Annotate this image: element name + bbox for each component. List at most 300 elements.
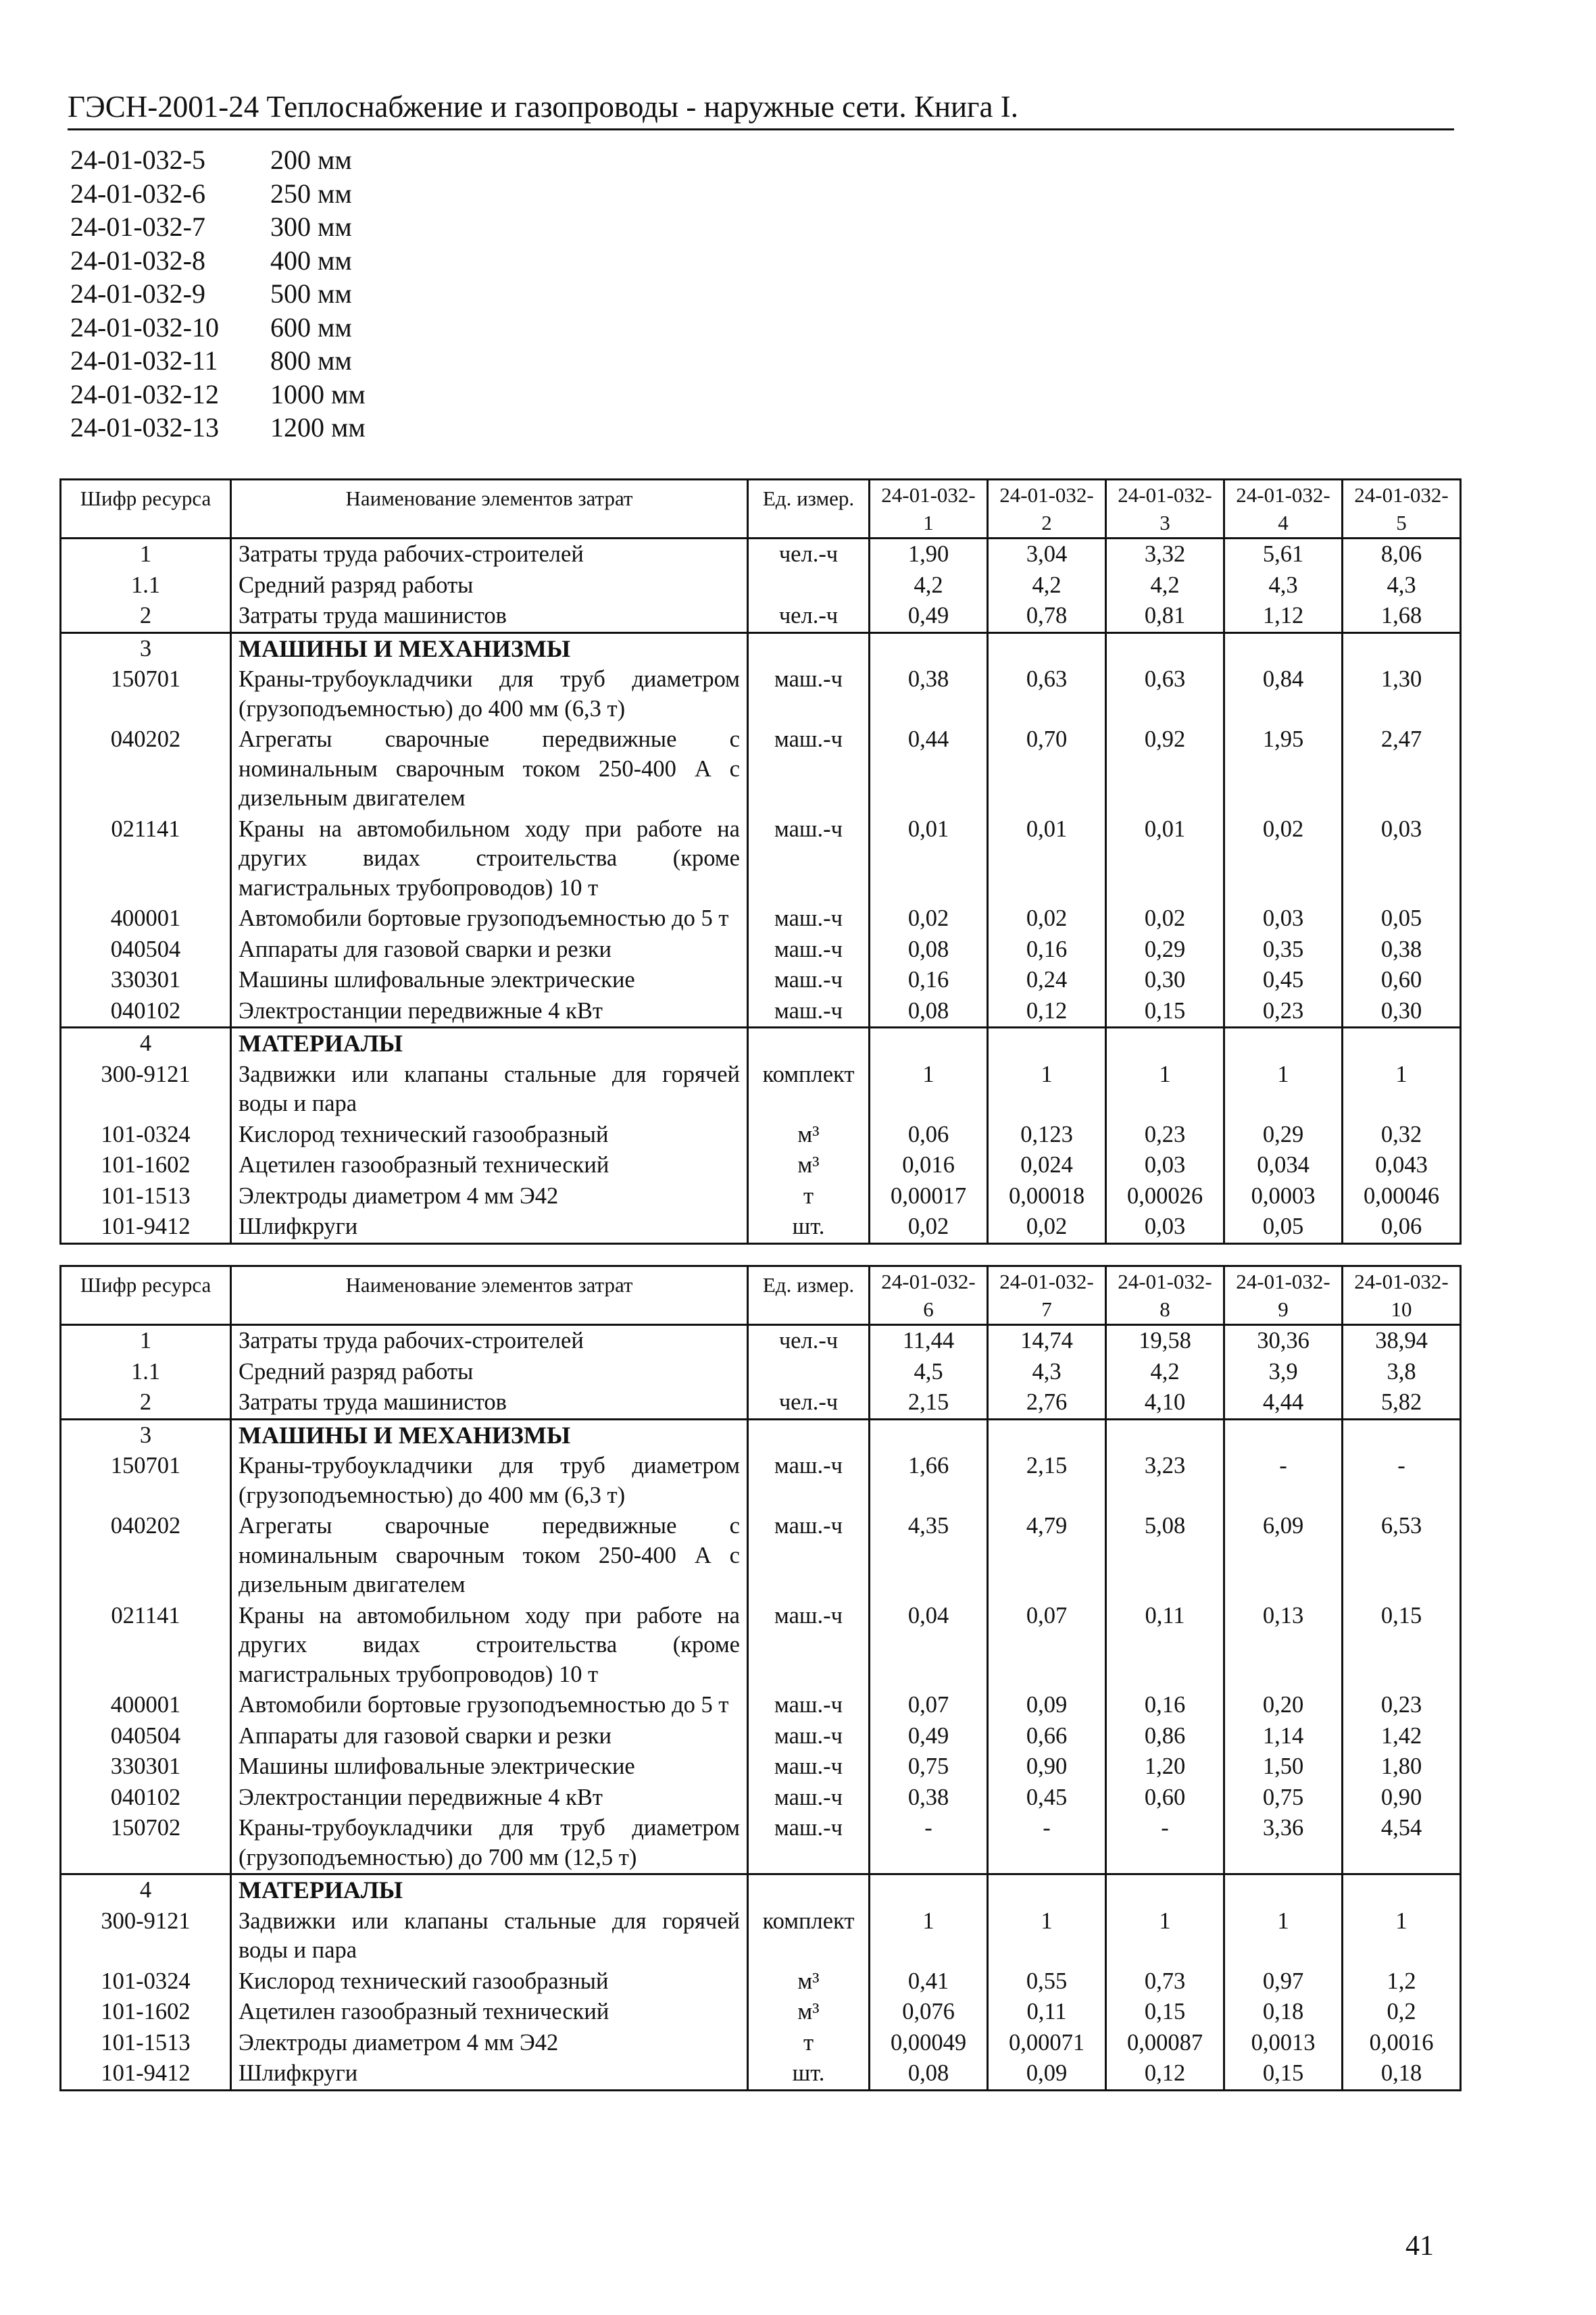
value-cell [1106, 1028, 1224, 1060]
value-cell: 1 [1343, 1060, 1461, 1120]
cost-element-name: Агрегаты сварочные передвижные с номинальным сварочным током 250-400 А с дизельным двигателем [231, 724, 748, 814]
value-cell: 0,01 [1106, 814, 1224, 904]
cost-element-name: Ацетилен газообразный технический [231, 1997, 748, 2028]
cost-element-name: Краны-трубоукладчики для труб диаметром (грузоподъемностью) до 400 мм (6,3 т) [231, 1451, 748, 1511]
unit-cell: шт. [748, 1212, 870, 1243]
value-cell: 0,08 [870, 2058, 988, 2090]
value-cell: 0,92 [1106, 724, 1224, 814]
value-cell: 0,076 [870, 1997, 988, 2028]
pipe-diameter: 400 мм [270, 245, 352, 276]
table-row [61, 1150, 1461, 1181]
value-cell: 0,02 [1106, 903, 1224, 935]
value-cell: 0,97 [1224, 1966, 1343, 1997]
value-cell [1224, 1419, 1343, 1451]
value-cell: 1,68 [1343, 601, 1461, 632]
section-row [61, 632, 1461, 664]
resource-code: 150701 [61, 1451, 231, 1511]
resource-code: 101-9412 [61, 1212, 231, 1243]
value-cell: 1,12 [1224, 601, 1343, 632]
unit-cell: чел.-ч [748, 1325, 870, 1357]
cost-element-name: Краны на автомобильном ходу при работе на других видах строительства (кроме магистральных трубопроводов) 10 т [231, 814, 748, 904]
value-cell [870, 1028, 988, 1060]
value-cell: 0,18 [1224, 1997, 1343, 2028]
value-cell: 0,16 [1106, 1690, 1224, 1721]
value-cell: 0,13 [1224, 1601, 1343, 1691]
resource-code: 1 [61, 539, 231, 570]
value-cell: 0,02 [988, 1212, 1106, 1243]
code-list-item [70, 210, 366, 244]
value-cell: 0,043 [1343, 1150, 1461, 1181]
value-cell: 0,08 [870, 935, 988, 966]
value-cell: 6,09 [1224, 1511, 1343, 1601]
cost-element-name: Краны-трубоукладчики для труб диаметром (грузоподъемностью) до 700 мм (12,5 т) [231, 1813, 748, 1874]
header-norm-code: 24-01-032-2 [988, 480, 1106, 539]
page-header: ГЭСН-2001-24 Теплоснабжение и газопроводы - наружные сети. Книга I. [68, 86, 1454, 130]
value-cell: 30,36 [1224, 1325, 1343, 1357]
value-cell: 0,60 [1343, 965, 1461, 996]
value-cell: 2,15 [870, 1387, 988, 1419]
resource-code: 2 [61, 1387, 231, 1419]
value-cell: 0,38 [870, 664, 988, 724]
cost-element-name: Средний разряд работы [231, 570, 748, 601]
value-cell: 0,41 [870, 1966, 988, 1997]
value-cell: 3,8 [1343, 1357, 1461, 1388]
resource-code: 101-0324 [61, 1966, 231, 1997]
value-cell: 4,2 [870, 570, 988, 601]
resource-code: 040504 [61, 1721, 231, 1752]
value-cell [988, 632, 1106, 664]
resource-code: 4 [61, 1874, 231, 1906]
value-cell: 0,75 [870, 1751, 988, 1783]
header-norm-code: 24-01-032-3 [1106, 480, 1224, 539]
unit-cell: м³ [748, 1997, 870, 2028]
header-norm-code: 24-01-032-5 [1343, 480, 1461, 539]
cost-element-name: Электростанции передвижные 4 кВт [231, 996, 748, 1028]
pipe-diameter: 250 мм [270, 178, 352, 209]
resource-code: 300-9121 [61, 1060, 231, 1120]
value-cell: 3,9 [1224, 1357, 1343, 1388]
value-cell [1106, 1874, 1224, 1906]
unit-cell: м³ [748, 1966, 870, 1997]
value-cell: 0,38 [870, 1783, 988, 1814]
pipe-diameter: 300 мм [270, 211, 352, 242]
value-cell [1106, 632, 1224, 664]
value-cell: 0,16 [870, 965, 988, 996]
table-row [61, 570, 1461, 601]
value-cell: 1,50 [1224, 1751, 1343, 1783]
value-cell: 0,05 [1224, 1212, 1343, 1243]
cost-element-name: Затраты труда рабочих-строителей [231, 539, 748, 570]
table-row [61, 1721, 1461, 1752]
unit-cell [748, 570, 870, 601]
value-cell: 0,29 [1224, 1120, 1343, 1151]
cost-element-name: Кислород технический газообразный [231, 1120, 748, 1151]
resource-code: 150702 [61, 1813, 231, 1874]
value-cell: - [1343, 1451, 1461, 1511]
table-row [61, 1783, 1461, 1814]
value-cell: 1,42 [1343, 1721, 1461, 1752]
value-cell: 0,024 [988, 1150, 1106, 1181]
value-cell: 0,06 [870, 1120, 988, 1151]
cost-element-name: Затраты труда машинистов [231, 1387, 748, 1419]
norm-code: 24-01-032-11 [70, 345, 218, 376]
value-cell: 0,00026 [1106, 1181, 1224, 1212]
value-cell: 0,00018 [988, 1181, 1106, 1212]
value-cell: 0,16 [988, 935, 1106, 966]
value-cell: 0,06 [1343, 1212, 1461, 1243]
value-cell: 5,61 [1224, 539, 1343, 570]
cost-element-name: Затраты труда машинистов [231, 601, 748, 632]
value-cell: 1 [988, 1060, 1106, 1120]
value-cell: 0,60 [1106, 1783, 1224, 1814]
value-cell: 0,15 [1106, 1997, 1224, 2028]
value-cell: 0,73 [1106, 1966, 1224, 1997]
value-cell: 0,03 [1224, 903, 1343, 935]
cost-element-name: Электростанции передвижные 4 кВт [231, 1783, 748, 1814]
table-row [61, 1060, 1461, 1120]
table-row [61, 1212, 1461, 1243]
unit-cell: комплект [748, 1906, 870, 1966]
value-cell: 4,5 [870, 1357, 988, 1388]
value-cell: 3,23 [1106, 1451, 1224, 1511]
value-cell: 0,15 [1343, 1601, 1461, 1691]
resource-code: 4 [61, 1028, 231, 1060]
section-title: МАТЕРИАЛЫ [231, 1874, 748, 1906]
value-cell: 0,45 [1224, 965, 1343, 996]
value-cell: 0,23 [1343, 1690, 1461, 1721]
resource-code: 300-9121 [61, 1906, 231, 1966]
value-cell: 1,95 [1224, 724, 1343, 814]
value-cell: 0,05 [1343, 903, 1461, 935]
table-row [61, 1813, 1461, 1874]
value-cell: 0,03 [1106, 1212, 1224, 1243]
value-cell: 0,30 [1343, 996, 1461, 1028]
value-cell: 4,54 [1343, 1813, 1461, 1874]
value-cell: 4,2 [1106, 570, 1224, 601]
value-cell: 1,66 [870, 1451, 988, 1511]
resource-code: 021141 [61, 814, 231, 904]
value-cell: 0,84 [1224, 664, 1343, 724]
unit-cell: т [748, 2028, 870, 2059]
value-cell: 0,15 [1224, 2058, 1343, 2090]
resource-code: 101-1513 [61, 2028, 231, 2059]
value-cell: 1 [988, 1906, 1106, 1966]
value-cell: 4,35 [870, 1511, 988, 1601]
value-cell: 1,80 [1343, 1751, 1461, 1783]
unit-cell: м³ [748, 1150, 870, 1181]
table-header-row [61, 480, 1461, 539]
table-row [61, 1906, 1461, 1966]
value-cell: 4,2 [1106, 1357, 1224, 1388]
unit-cell: маш.-ч [748, 935, 870, 966]
header-norm-code: 24-01-032-4 [1224, 480, 1343, 539]
value-cell: 4,3 [1343, 570, 1461, 601]
value-cell: - [988, 1813, 1106, 1874]
value-cell: 0,75 [1224, 1783, 1343, 1814]
resource-code: 040202 [61, 724, 231, 814]
resource-code: 1.1 [61, 570, 231, 601]
value-cell: 1 [870, 1060, 988, 1120]
cost-element-name: Машины шлифовальные электрические [231, 1751, 748, 1783]
value-cell: 0,0013 [1224, 2028, 1343, 2059]
resource-code: 101-0324 [61, 1120, 231, 1151]
resource-code: 040504 [61, 935, 231, 966]
unit-cell: маш.-ч [748, 1690, 870, 1721]
value-cell [988, 1419, 1106, 1451]
cost-element-name: Агрегаты сварочные передвижные с номинальным сварочным током 250-400 А с дизельным двигателем [231, 1511, 748, 1601]
cost-element-name: Электроды диаметром 4 мм Э42 [231, 2028, 748, 2059]
resource-code: 1.1 [61, 1357, 231, 1388]
value-cell [870, 1419, 988, 1451]
resource-code: 2 [61, 601, 231, 632]
value-cell: 0,49 [870, 601, 988, 632]
table-row [61, 2058, 1461, 2090]
value-cell: 2,76 [988, 1387, 1106, 1419]
unit-cell: маш.-ч [748, 1813, 870, 1874]
value-cell: 0,02 [870, 1212, 988, 1243]
code-list-item [70, 311, 366, 345]
pipe-diameter: 1200 мм [270, 412, 366, 443]
value-cell: 1 [1106, 1906, 1224, 1966]
table-row [61, 965, 1461, 996]
value-cell: 4,3 [988, 1357, 1106, 1388]
cost-element-name: Кислород технический газообразный [231, 1966, 748, 1997]
table-row [61, 664, 1461, 724]
unit-cell: маш.-ч [748, 996, 870, 1028]
section-row [61, 1874, 1461, 1906]
cost-element-name: Затраты труда рабочих-строителей [231, 1325, 748, 1357]
value-cell: 0,02 [1224, 814, 1343, 904]
value-cell: 0,23 [1106, 1120, 1224, 1151]
value-cell: 0,00049 [870, 2028, 988, 2059]
value-cell: 0,0016 [1343, 2028, 1461, 2059]
pipe-diameter: 600 мм [270, 312, 352, 343]
pipe-diameter: 1000 мм [270, 378, 366, 409]
cost-element-name: Аппараты для газовой сварки и резки [231, 1721, 748, 1752]
norm-code: 24-01-032-9 [70, 278, 205, 309]
table-row [61, 1120, 1461, 1151]
value-cell: 11,44 [870, 1325, 988, 1357]
value-cell: 0,01 [988, 814, 1106, 904]
resource-code: 330301 [61, 965, 231, 996]
value-cell: 0,63 [1106, 664, 1224, 724]
table-row [61, 903, 1461, 935]
value-cell: 0,18 [1343, 2058, 1461, 2090]
cost-element-name: Шлифкруги [231, 1212, 748, 1243]
value-cell: 1,2 [1343, 1966, 1461, 1997]
resource-code: 400001 [61, 1690, 231, 1721]
unit-cell [748, 1874, 870, 1906]
unit-cell: маш.-ч [748, 1783, 870, 1814]
section-title: МАШИНЫ И МЕХАНИЗМЫ [231, 632, 748, 664]
value-cell: 0,90 [988, 1751, 1106, 1783]
value-cell: 0,23 [1224, 996, 1343, 1028]
table-row [61, 1325, 1461, 1357]
value-cell: 1,14 [1224, 1721, 1343, 1752]
unit-cell [748, 1419, 870, 1451]
norm-code: 24-01-032-7 [70, 211, 205, 242]
value-cell: 0,034 [1224, 1150, 1343, 1181]
unit-cell: маш.-ч [748, 1601, 870, 1691]
value-cell: 5,82 [1343, 1387, 1461, 1419]
code-list-item [70, 378, 366, 412]
value-cell: 0,63 [988, 664, 1106, 724]
cost-element-name: Автомобили бортовые грузоподъемностью до 5 т [231, 1690, 748, 1721]
unit-cell: маш.-ч [748, 1451, 870, 1511]
code-list-item [70, 411, 366, 445]
value-cell: 0,78 [988, 601, 1106, 632]
cost-element-name: Краны-трубоукладчики для труб диаметром (грузоподъемностью) до 400 мм (6,3 т) [231, 664, 748, 724]
norm-code: 24-01-032-5 [70, 145, 205, 175]
value-cell [1343, 632, 1461, 664]
value-cell: 0,00017 [870, 1181, 988, 1212]
value-cell: 19,58 [1106, 1325, 1224, 1357]
value-cell: 0,00087 [1106, 2028, 1224, 2059]
value-cell: 0,38 [1343, 935, 1461, 966]
value-cell: 0,29 [1106, 935, 1224, 966]
table-row [61, 2028, 1461, 2059]
value-cell [1106, 1419, 1224, 1451]
value-cell: 1 [1106, 1060, 1224, 1120]
unit-cell: маш.-ч [748, 1511, 870, 1601]
header-norm-code: 24-01-032-10 [1343, 1266, 1461, 1325]
value-cell [1224, 632, 1343, 664]
section-title: МАШИНЫ И МЕХАНИЗМЫ [231, 1419, 748, 1451]
value-cell: 0,81 [1106, 601, 1224, 632]
cost-element-name: Аппараты для газовой сварки и резки [231, 935, 748, 966]
value-cell: 0,45 [988, 1783, 1106, 1814]
resource-table-2 [59, 1265, 1462, 2091]
norm-code: 24-01-032-13 [70, 412, 219, 443]
unit-cell [748, 632, 870, 664]
table-row [61, 539, 1461, 570]
value-cell: 0,08 [870, 996, 988, 1028]
resource-code: 021141 [61, 1601, 231, 1691]
unit-cell: маш.-ч [748, 1721, 870, 1752]
value-cell: 0,49 [870, 1721, 988, 1752]
table-row [61, 1451, 1461, 1511]
norm-code: 24-01-032-8 [70, 245, 205, 276]
table-row [61, 935, 1461, 966]
header-resource-code: Шифр ресурса [61, 480, 231, 539]
unit-cell [748, 1357, 870, 1388]
page-number: 41 [1405, 2231, 1434, 2262]
header-cost-element: Наименование элементов затрат [231, 1266, 748, 1325]
value-cell: 1,90 [870, 539, 988, 570]
unit-cell: м³ [748, 1120, 870, 1151]
value-cell: 0,86 [1106, 1721, 1224, 1752]
table-row [61, 996, 1461, 1028]
value-cell: 0,66 [988, 1721, 1106, 1752]
section-title: МАТЕРИАЛЫ [231, 1028, 748, 1060]
resource-code: 040102 [61, 1783, 231, 1814]
value-cell: 0,35 [1224, 935, 1343, 966]
value-cell: 0,32 [1343, 1120, 1461, 1151]
value-cell [1343, 1874, 1461, 1906]
unit-cell: шт. [748, 2058, 870, 2090]
resource-code: 330301 [61, 1751, 231, 1783]
value-cell: 3,32 [1106, 539, 1224, 570]
value-cell [1343, 1028, 1461, 1060]
cost-element-name: Автомобили бортовые грузоподъемностью до 5 т [231, 903, 748, 935]
value-cell: 0,55 [988, 1966, 1106, 1997]
table-row [61, 1601, 1461, 1691]
header-norm-code: 24-01-032-6 [870, 1266, 988, 1325]
value-cell: 0,02 [870, 903, 988, 935]
table-row [61, 601, 1461, 632]
value-cell: 0,09 [988, 2058, 1106, 2090]
value-cell: 5,08 [1106, 1511, 1224, 1601]
cost-element-name: Ацетилен газообразный технический [231, 1150, 748, 1181]
value-cell: 0,00071 [988, 2028, 1106, 2059]
table-row [61, 1690, 1461, 1721]
table-row [61, 1751, 1461, 1783]
value-cell [988, 1874, 1106, 1906]
value-cell: 0,03 [1106, 1150, 1224, 1181]
value-cell: - [1224, 1451, 1343, 1511]
code-list-item [70, 244, 366, 278]
value-cell [1224, 1028, 1343, 1060]
value-cell: 1 [870, 1906, 988, 1966]
value-cell: 0,03 [1343, 814, 1461, 904]
unit-cell: маш.-ч [748, 965, 870, 996]
header-cost-element: Наименование элементов затрат [231, 480, 748, 539]
norm-code: 24-01-032-6 [70, 178, 205, 209]
value-cell: 2,15 [988, 1451, 1106, 1511]
cost-element-name: Электроды диаметром 4 мм Э42 [231, 1181, 748, 1212]
table-row [61, 1387, 1461, 1419]
value-cell: - [870, 1813, 988, 1874]
table-row [61, 1966, 1461, 1997]
value-cell [1224, 1874, 1343, 1906]
unit-cell: маш.-ч [748, 724, 870, 814]
unit-cell: маш.-ч [748, 903, 870, 935]
value-cell: 0,0003 [1224, 1181, 1343, 1212]
header-norm-code: 24-01-032-1 [870, 480, 988, 539]
value-cell: 1 [1224, 1906, 1343, 1966]
value-cell: 0,02 [988, 903, 1106, 935]
resource-code: 101-9412 [61, 2058, 231, 2090]
resource-code: 040202 [61, 1511, 231, 1601]
norm-code-list [70, 143, 366, 445]
value-cell: 0,24 [988, 965, 1106, 996]
value-cell: 38,94 [1343, 1325, 1461, 1357]
value-cell: 0,30 [1106, 965, 1224, 996]
pipe-diameter: 500 мм [270, 278, 352, 309]
unit-cell: маш.-ч [748, 814, 870, 904]
resource-code: 101-1602 [61, 1997, 231, 2028]
resource-code: 040102 [61, 996, 231, 1028]
section-row [61, 1028, 1461, 1060]
cost-element-name: Машины шлифовальные электрические [231, 965, 748, 996]
header-norm-code: 24-01-032-8 [1106, 1266, 1224, 1325]
table-row [61, 1997, 1461, 2028]
resource-code: 101-1513 [61, 1181, 231, 1212]
value-cell: 0,2 [1343, 1997, 1461, 2028]
code-list-item [70, 277, 366, 311]
value-cell: 0,15 [1106, 996, 1224, 1028]
value-cell: 4,2 [988, 570, 1106, 601]
code-list-item [70, 143, 366, 177]
value-cell: 0,00046 [1343, 1181, 1461, 1212]
value-cell: 4,44 [1224, 1387, 1343, 1419]
value-cell: 0,11 [988, 1997, 1106, 2028]
value-cell: 14,74 [988, 1325, 1106, 1357]
value-cell: 1 [1343, 1906, 1461, 1966]
value-cell: 3,04 [988, 539, 1106, 570]
cost-element-name: Краны на автомобильном ходу при работе на других видах строительства (кроме магистральных трубопроводов) 10 т [231, 1601, 748, 1691]
section-row [61, 1419, 1461, 1451]
